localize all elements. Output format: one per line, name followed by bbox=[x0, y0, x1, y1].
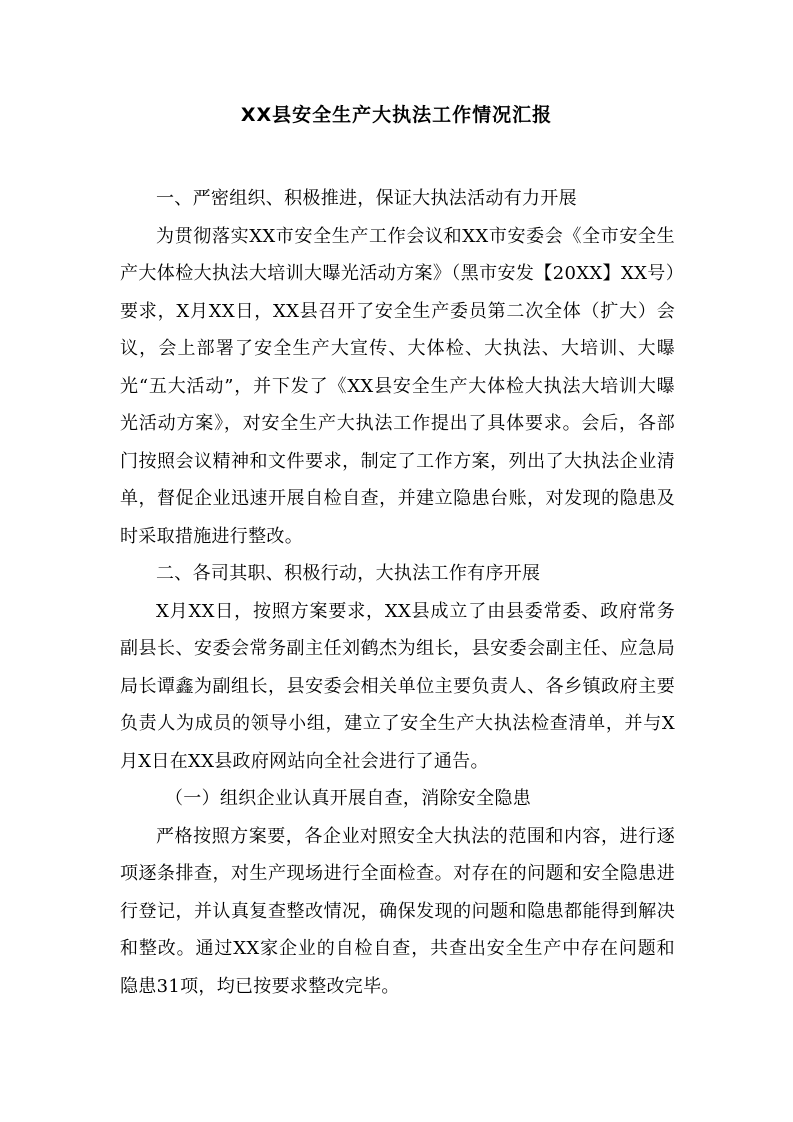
document-title: XX县安全生产大执法工作情况汇报 bbox=[240, 104, 553, 126]
document-body bbox=[120, 180, 675, 1005]
subsection-1-paragraph: 严格按照方案要，各企业对照安全大执法的范围和内容，进行逐项逐条排查，对生产现场进行全面检查。对存在的问题和安全隐患进行登记，并认真复查整改情况，确保发现的问题和隐患都能得到解决和整改。通过XX家企业的自检自查，共查出安全生产中存在问题和隐患31项，均已按要求整改完毕。 bbox=[120, 825, 675, 997]
section-1-paragraph: 为贯彻落实XX市安全生产工作会议和XX市安委会《全市安全生产大体检大执法大培训大曝光活动方案》（黑市安发【20XX】XX号）要求，X月XX日，XX县召开了安全生产委员第二次全体（扩大）会议，会上部署了安全生产大宣传、大体检、大执法、大培训、大曝光“五大活动”，并下发了《XX县安全生产大体检大执法大培训大曝光活动方案》，对安全生产大执法工作提出了具体要求。会后，各部门按照会议精神和文件要求，制定了工作方案，列出了大执法企业清单，督促企业迅速开展自检自查，并建立隐患台账，对发现的隐患及时采取措施进行整改。 bbox=[120, 225, 675, 547]
section-1-heading: 一、严密组织、积极推进，保证大执法活动有力开展 bbox=[156, 188, 577, 209]
section-2-heading: 二、各司其职、积极行动，大执法工作有序开展 bbox=[156, 563, 541, 584]
section-2-paragraph: X月XX日，按照方案要求，XX县成立了由县委常委、政府常务副县长、安委会常务副主任刘鹤杰为组长，县安委会副主任、应急局局长谭鑫为副组长，县安委会相关单位主要负责人、各乡镇政府主要负责人为成员的领导小组，建立了安全生产大执法检查清单，并与X月X日在XX县政府网站向全社会进行了通告。 bbox=[120, 600, 675, 772]
subsection-1-heading: （一）组织企业认真开展自查，消除安全隐患 bbox=[165, 788, 531, 809]
